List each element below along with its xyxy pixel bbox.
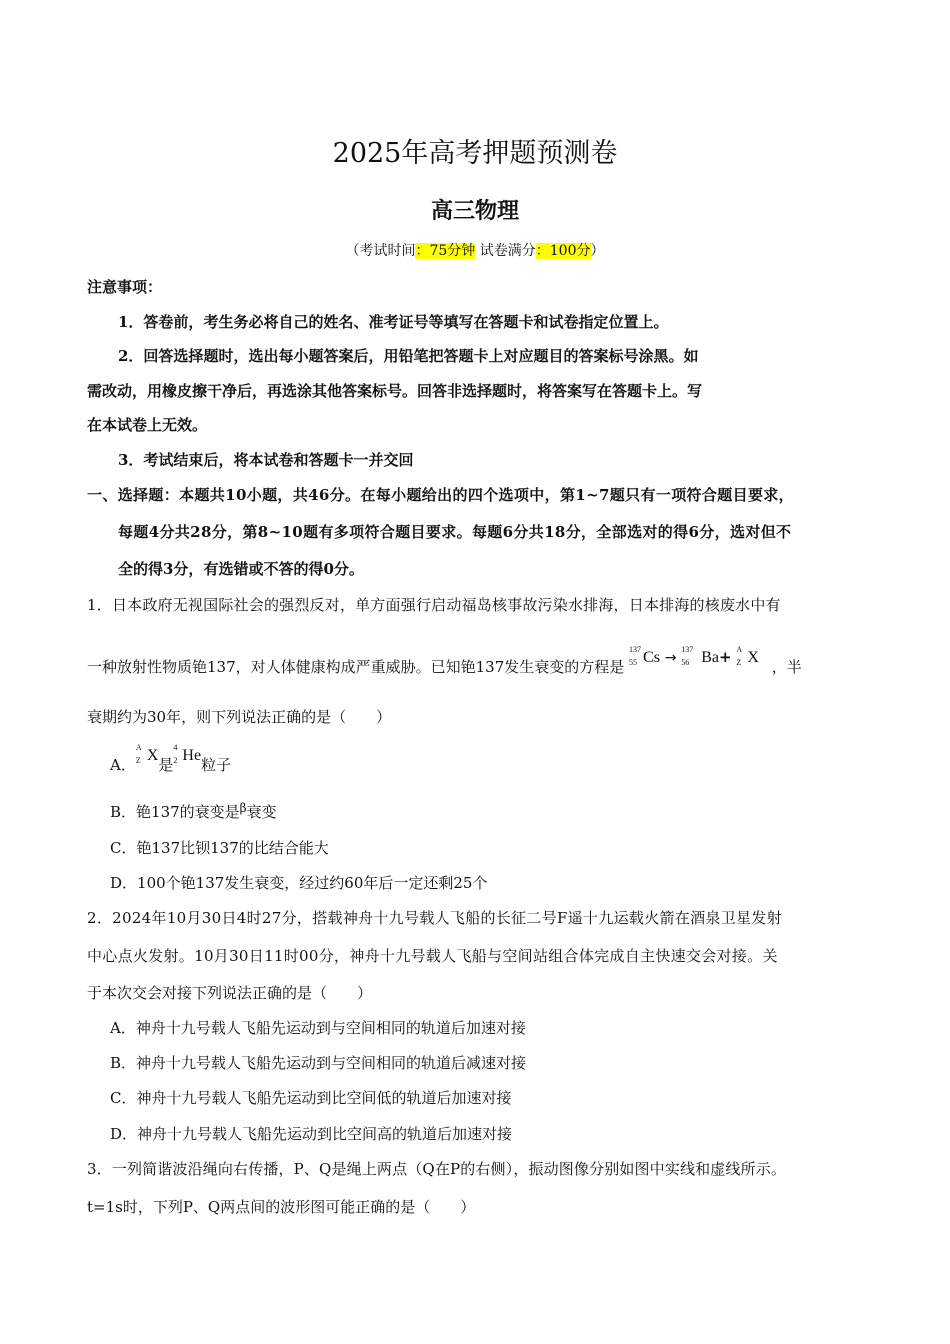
q2-line-3: 于本次交会对接下列说法正确的是（ ） [87, 984, 373, 1002]
x-number: Z [736, 658, 742, 667]
q1-line-2 [87, 645, 802, 677]
option-a-nuclide-x [135, 743, 159, 765]
notice-item-2-line-2: 需改动，用橡皮擦干净后，再选涂其他答案标号。回答非选择题时，将答案写在答题卡上。写 [87, 382, 703, 400]
q3-line-2: t=1s时，下列P、Q两点间的波形图可能正确的是（ ） [87, 1198, 476, 1216]
nuclide-x [736, 645, 759, 667]
exam-info-prefix: （考试时间 [345, 243, 416, 259]
q1-option-a [110, 743, 232, 775]
q1-option-c: C．铯137比钡137的比结合能大 [110, 839, 329, 857]
q1-option-b [110, 801, 277, 822]
option-a-end: 粒子 [201, 756, 232, 774]
q2-option-d: D．神舟十九号载人飞船先运动到比空间高的轨道后加速对接 [110, 1125, 513, 1143]
q1-option-a-label: A． [110, 756, 136, 774]
notice-item-2-line-3: 在本试卷上无效。 [87, 416, 208, 434]
arrow: → [664, 650, 677, 666]
ba-mass: 137 [681, 645, 694, 654]
option-a-he-symbol: He [182, 747, 202, 764]
q2-option-a: A．神舟十九号载人飞船先运动到与空间相同的轨道后加速对接 [110, 1019, 526, 1037]
option-a-nuclide-he [173, 743, 202, 765]
nuclide-cs [629, 645, 660, 667]
beta-symbol: β [239, 801, 247, 815]
q1-line-2-text: 一种放射性物质铯137，对人体健康构成严重威胁。已知铯137发生衰变的方程是 [87, 658, 625, 676]
exam-subtitle: 高三物理 [430, 198, 519, 224]
exam-info-mid: 试卷满分 [475, 243, 536, 259]
q2-option-b: B．神舟十九号载人飞船先运动到与空间相同的轨道后减速对接 [110, 1054, 527, 1072]
ba-number: 56 [681, 658, 690, 667]
option-a-he-number: 2 [173, 756, 178, 765]
option-a-x-symbol: X [146, 747, 159, 764]
option-b-pre: B．铯137的衰变是 [110, 803, 240, 821]
x-symbol: X [747, 649, 759, 666]
notice-item-1: 1．答卷前，考生务必将自己的姓名、准考证号等填写在答题卡和试卷指定位置上。 [118, 313, 669, 331]
exam-info-suffix: ） [590, 243, 605, 259]
option-a-mid: 是 [158, 756, 174, 774]
q2-line-2: 中心点火发射。10月30日11时00分，神舟十九号载人飞船与空间站组合体完成自主快速交会对接。关 [87, 947, 778, 965]
option-a-x-number: Z [135, 756, 141, 765]
option-a-x-mass: A [135, 743, 142, 752]
exam-time-highlight: ：75分钟 [415, 243, 476, 259]
cs-mass: 137 [629, 645, 642, 654]
exam-title: 2025年高考押题预测卷 [332, 138, 618, 169]
q3-line-1: 3．一列简谐波沿绳向右传播，P、Q是绳上两点（Q在P的右侧），振动图像分别如图中实线和虚线所示。 [87, 1160, 787, 1178]
q2-option-c: C．神舟十九号载人飞船先运动到比空间低的轨道后加速对接 [110, 1089, 512, 1107]
ba-symbol: Ba [701, 649, 720, 666]
q1-option-d: D．100个铯137发生衰变，经过约60年后一定还剩25个 [110, 874, 488, 892]
notice-heading: 注意事项： [87, 278, 163, 296]
section-1-line-1: 一、选择题：本题共10小题，共46分。在每小题给出的四个选项中，第1~7题只有一项符合题目要求， [87, 486, 794, 504]
x-mass: A [736, 645, 743, 654]
nuclide-ba [681, 645, 720, 667]
decay-equation [629, 645, 764, 667]
full-score-highlight: ：100分 [535, 243, 591, 259]
notice-item-3: 3．考试结束后，将本试卷和答题卡一并交回 [118, 451, 414, 469]
option-a-he-mass: 4 [173, 743, 178, 752]
notice-item-2-line-1: 2．回答选择题时，选出每小题答案后，用铅笔把答题卡上对应题目的答案标号涂黑。如 [118, 347, 699, 365]
exam-info [0, 240, 950, 260]
option-b-end: 衰变 [246, 803, 277, 821]
q1-line-3: 衰期约为30年，则下列说法正确的是（ ） [87, 708, 392, 726]
section-1-line-2: 每题4分共28分，第8~10题有多项符合题目要求。每题6分共18分，全部选对的得6分，选对但不 [118, 523, 792, 541]
cs-symbol: Cs [643, 649, 660, 666]
cs-number: 55 [629, 658, 638, 667]
section-1-line-3: 全的得3分，有选错或不答的得0分。 [118, 560, 364, 578]
q1-line-1: 1．日本政府无视国际社会的强烈反对，单方面强行启动福岛核事故污染水排海，日本排海的核废水中有 [87, 596, 781, 614]
q2-line-1: 2．2024年10月30日4时27分，搭载神舟十九号载人飞船的长征二号F遥十九运载火箭在酒泉卫星发射 [87, 909, 782, 927]
plus-sign: + [719, 648, 732, 666]
q1-line-2-end: ，半 [771, 658, 802, 676]
